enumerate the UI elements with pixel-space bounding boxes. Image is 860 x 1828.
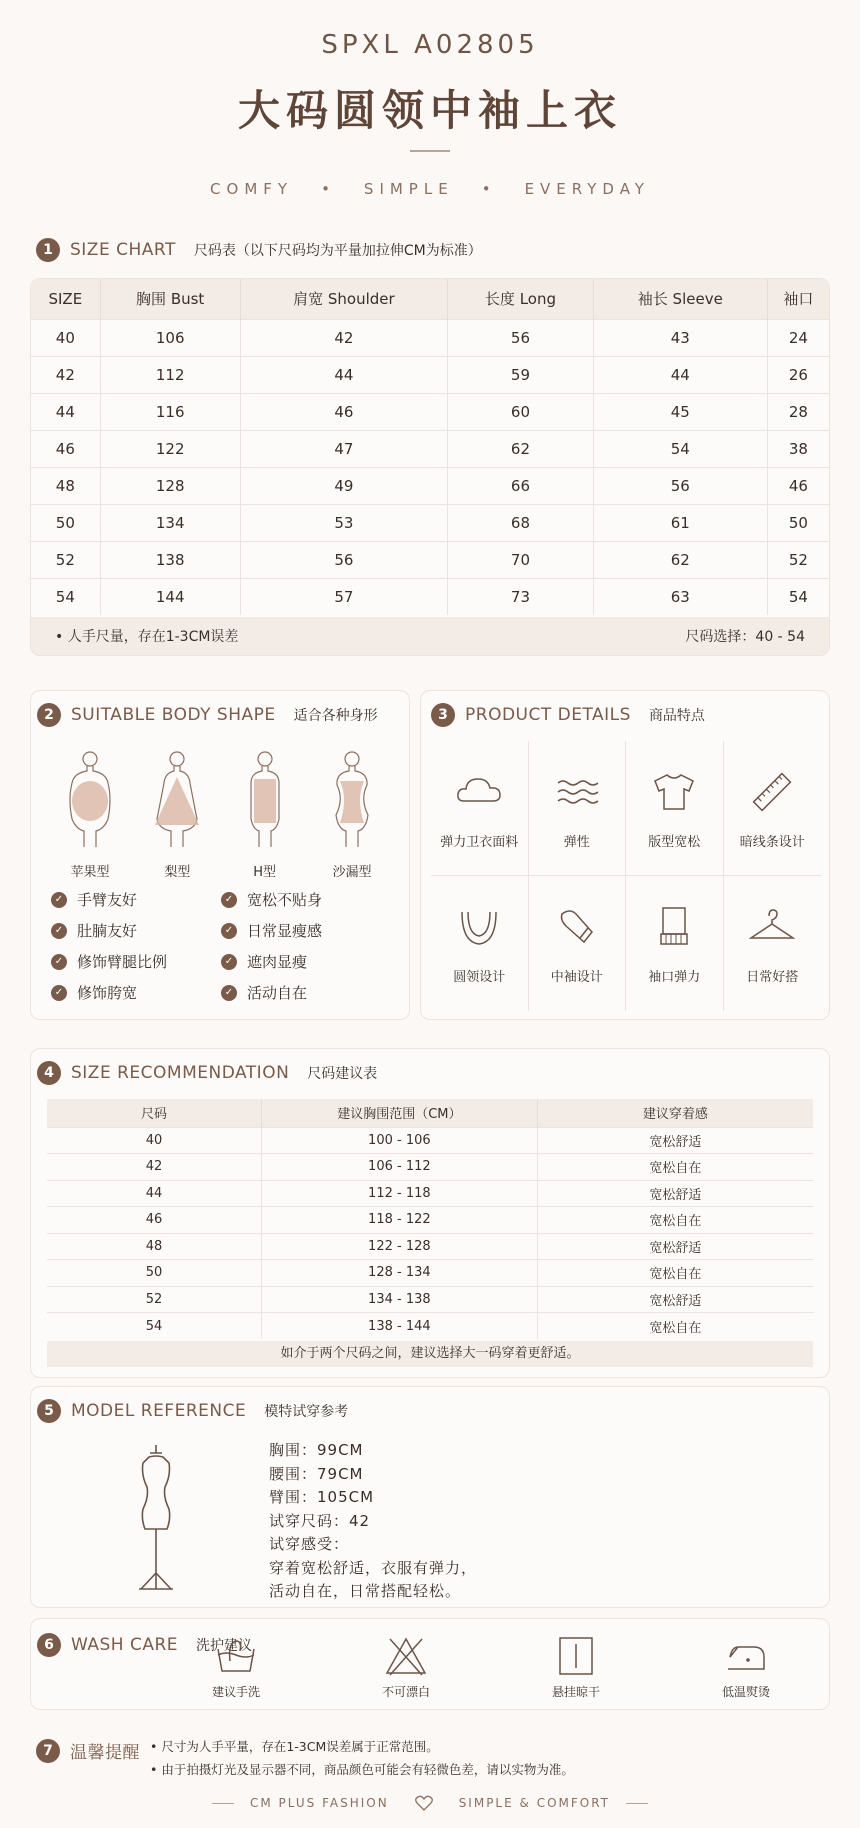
apple-body-icon [60, 749, 120, 849]
size-chart-table [30, 278, 830, 656]
table-cell: 73 [448, 578, 594, 615]
table-cell: 46 [767, 467, 829, 504]
benefit-label: 遮肉显瘦 [247, 953, 308, 971]
section-number: 5 [37, 1399, 61, 1423]
recommendation-table [47, 1099, 813, 1339]
benefit-item [51, 889, 221, 910]
footer-brand: CM PLUS FASHION [249, 1796, 389, 1810]
size-range: 尺码选择：40 - 54 [685, 629, 805, 645]
table-cell: 128 [100, 467, 240, 504]
section-title-en: MODEL REFERENCE [71, 1401, 247, 1421]
table-cell: 40 [47, 1127, 261, 1154]
footer-divider [626, 1803, 648, 1804]
wash-item [691, 1635, 801, 1700]
table-cell: 128 - 134 [261, 1260, 537, 1287]
table-header-row [31, 279, 829, 319]
table-cell: 60 [448, 393, 594, 430]
table-row [31, 504, 829, 541]
wash-label: 不可漂白 [381, 1685, 430, 1699]
table-cell: 50 [31, 504, 100, 541]
wash-item [181, 1635, 291, 1700]
tagline [0, 180, 860, 198]
section-title-cn: 适合各种身形 [293, 708, 378, 724]
column-header: 建议胸围范围（CM） [261, 1099, 537, 1127]
section-title-en: SUITABLE BODY SHAPE [71, 705, 276, 725]
figure-label: H型 [253, 865, 277, 880]
tagline-simple: SIMPLE [363, 180, 454, 198]
model-line: 胸围：99CM [269, 1441, 364, 1459]
section-title-cn: 商品特点 [648, 708, 705, 724]
no-bleach-icon [384, 1635, 428, 1677]
column-header: 袖长 Sleeve [593, 279, 767, 319]
table-cell: 116 [100, 393, 240, 430]
measure-note: • 人手尺量，存在1-3CM误差 [55, 629, 239, 645]
check-icon: ✓ [221, 954, 237, 970]
column-header: 尺码 [47, 1099, 261, 1127]
table-cell: 46 [240, 393, 447, 430]
benefit-item [221, 982, 391, 1003]
product-sku: SPXL A02805 [321, 30, 539, 60]
table-cell: 宽松自在 [537, 1260, 813, 1287]
detail-label: 中袖设计 [550, 970, 603, 985]
model-line: 腰围：79CM [269, 1464, 364, 1483]
table-cell: 宽松自在 [537, 1154, 813, 1181]
size-chart-heading [36, 238, 482, 262]
figure-hourglass [313, 749, 391, 880]
details-grid [431, 741, 821, 1011]
collar-icon [454, 902, 504, 952]
table-cell: 138 [100, 541, 240, 578]
detail-label: 弹性 [563, 834, 590, 850]
table-cell: 112 - 118 [261, 1180, 537, 1207]
model-heading [37, 1399, 348, 1423]
table-cell: 68 [448, 504, 594, 541]
table-cell: 46 [31, 430, 100, 467]
benefit-item [51, 982, 221, 1003]
table-cell: 44 [31, 393, 100, 430]
tagline-dot: • [321, 180, 336, 198]
table-cell: 54 [767, 578, 829, 615]
table-cell: 54 [31, 578, 100, 615]
table-row [31, 393, 829, 430]
recommendation-heading [37, 1061, 377, 1085]
wash-label: 低温熨烫 [721, 1685, 770, 1699]
table-cell: 48 [47, 1233, 261, 1260]
table-cell: 56 [448, 319, 594, 356]
table-cell: 134 - 138 [261, 1286, 537, 1313]
table-cell: 宽松舒适 [537, 1233, 813, 1260]
detail-label: 暗线条设计 [739, 834, 805, 850]
title-divider [410, 150, 450, 152]
table-cell: 57 [240, 578, 447, 615]
check-icon: ✓ [51, 954, 67, 970]
table-cell: 138 - 144 [261, 1313, 537, 1340]
h-body-icon [235, 749, 295, 849]
table-cell: 49 [240, 467, 447, 504]
table-cell: 宽松自在 [537, 1313, 813, 1340]
detail-item [724, 876, 822, 1011]
wash-label: 悬挂晾干 [551, 1685, 600, 1699]
benefit-item [51, 951, 221, 972]
column-header: 肩宽 Shoulder [240, 279, 447, 319]
pear-body-icon [147, 749, 207, 849]
benefit-list [51, 889, 391, 1003]
hourglass-body-icon [322, 749, 382, 849]
table-cell: 26 [767, 356, 829, 393]
cuff-icon [649, 902, 699, 952]
figure-label: 沙漏型 [332, 865, 372, 880]
table-cell: 56 [593, 467, 767, 504]
figure-apple [51, 749, 129, 880]
table-cell: 52 [31, 541, 100, 578]
check-icon: ✓ [51, 892, 67, 908]
benefit-item [221, 920, 391, 941]
table-cell: 宽松舒适 [537, 1127, 813, 1154]
check-icon: ✓ [51, 985, 67, 1001]
benefit-item [51, 920, 221, 941]
ruler-icon [747, 767, 797, 817]
section-title-cn: 模特试穿参考 [264, 1404, 349, 1420]
column-header: 长度 Long [448, 279, 594, 319]
detail-label: 袖口弹力 [648, 970, 701, 985]
table-row [47, 1286, 813, 1313]
section-number: 3 [431, 703, 455, 727]
table-row [47, 1180, 813, 1207]
tip-line: • 由于拍摄灯光及显示器不同，商品颜色可能会有轻微色差，请以实物为准。 [150, 1762, 574, 1777]
benefit-item [221, 889, 391, 910]
table-cell: 63 [593, 578, 767, 615]
footer-divider [212, 1803, 234, 1804]
tip-line: • 尺寸为人手平量，存在1-3CM误差属于正常范围。 [150, 1739, 439, 1754]
tagline-everyday: EVERYDAY [524, 180, 650, 198]
detail-item [529, 876, 627, 1011]
table-cell: 54 [593, 430, 767, 467]
footer [0, 1795, 860, 1811]
table-cell: 42 [31, 356, 100, 393]
benefit-item [221, 951, 391, 972]
wave-icon [552, 767, 602, 817]
table-row [47, 1207, 813, 1234]
table-cell: 106 [100, 319, 240, 356]
tagline-comfy: COMFY [210, 180, 294, 198]
benefit-label: 手臂友好 [77, 891, 138, 909]
size-chart-footer [31, 617, 829, 655]
table-cell: 宽松舒适 [537, 1286, 813, 1313]
table-cell: 44 [593, 356, 767, 393]
table-row [31, 467, 829, 504]
footer-slogan: SIMPLE & COMFORT [458, 1796, 611, 1810]
benefit-label: 修饰臂腿比例 [77, 953, 168, 971]
table-cell: 42 [240, 319, 447, 356]
table-cell: 66 [448, 467, 594, 504]
table-cell: 122 [100, 430, 240, 467]
table-cell: 100 - 106 [261, 1127, 537, 1154]
wash-items [181, 1635, 801, 1700]
detail-label: 日常好搭 [746, 970, 799, 985]
model-reference-card [30, 1386, 830, 1608]
cloud-icon [454, 767, 504, 817]
table-cell: 144 [100, 578, 240, 615]
table-row [47, 1313, 813, 1340]
section-number: 6 [37, 1633, 61, 1657]
benefit-label: 活动自在 [247, 984, 308, 1002]
table-row [31, 430, 829, 467]
table-cell: 122 - 128 [261, 1233, 537, 1260]
table-cell: 61 [593, 504, 767, 541]
table-cell: 59 [448, 356, 594, 393]
table-row [31, 541, 829, 578]
table-cell: 28 [767, 393, 829, 430]
heart-icon [415, 1795, 433, 1811]
model-measurements [269, 1439, 477, 1604]
table-cell: 50 [767, 504, 829, 541]
detail-item [431, 741, 529, 876]
table-row [47, 1260, 813, 1287]
section-title-en: WASH CARE [71, 1635, 179, 1655]
wash-item [521, 1635, 631, 1700]
body-shape-card [30, 690, 410, 1020]
table-cell: 40 [31, 319, 100, 356]
hanger-icon [747, 902, 797, 952]
dress-form-icon [121, 1443, 191, 1593]
table-cell: 43 [593, 319, 767, 356]
check-icon: ✓ [221, 923, 237, 939]
recommendation-note: 如介于两个尺码之间，建议选择大一码穿着更舒适。 [47, 1341, 813, 1367]
product-details-card [420, 690, 830, 1020]
section-title: 温馨提醒 [70, 1743, 140, 1763]
table-row [31, 578, 829, 615]
table-cell: 38 [767, 430, 829, 467]
table-cell: 62 [593, 541, 767, 578]
detail-label: 版型宽松 [648, 834, 701, 850]
detail-item [724, 741, 822, 876]
detail-item [626, 876, 724, 1011]
table-row [31, 319, 829, 356]
benefit-label: 修饰胯宽 [77, 984, 138, 1002]
table-cell: 宽松舒适 [537, 1180, 813, 1207]
table-cell: 42 [47, 1154, 261, 1181]
table-cell: 70 [448, 541, 594, 578]
wash-item [351, 1635, 461, 1700]
model-line: 穿着宽松舒适，衣服有弹力， [269, 1558, 478, 1577]
table-header-row [47, 1099, 813, 1127]
table-cell: 52 [767, 541, 829, 578]
column-header: 袖口 [767, 279, 829, 319]
detail-item [529, 741, 627, 876]
model-line: 臂围：105CM [269, 1488, 375, 1506]
tips-heading [36, 1738, 158, 1763]
section-title-cn: 洗护建议 [196, 1638, 253, 1654]
table-cell: 54 [47, 1313, 261, 1340]
table-cell: 47 [240, 430, 447, 467]
section-title-en: SIZE CHART [70, 240, 176, 260]
section-title-en: PRODUCT DETAILS [465, 705, 631, 725]
table-cell: 46 [47, 1207, 261, 1234]
column-header: 建议穿着感 [537, 1099, 813, 1127]
size-recommendation-card [30, 1048, 830, 1378]
product-title: 大码圆领中袖上衣 [237, 86, 622, 135]
table-cell: 134 [100, 504, 240, 541]
wash-label: 建议手洗 [211, 1685, 260, 1699]
section-number: 2 [37, 703, 61, 727]
section-number: 4 [37, 1061, 61, 1085]
benefit-label: 日常显瘦感 [247, 922, 323, 940]
check-icon: ✓ [221, 892, 237, 908]
handwash-icon [214, 1635, 258, 1677]
section-title-cn: 尺码表（以下尺码均为平量加拉伸CM为标准） [193, 243, 482, 259]
column-header: SIZE [31, 279, 100, 319]
table-cell: 50 [47, 1260, 261, 1287]
model-line: 试穿感受： [269, 1535, 350, 1553]
product-details-heading [431, 703, 705, 727]
tips-list [150, 1735, 574, 1781]
section-title-en: SIZE RECOMMENDATION [71, 1063, 290, 1083]
wash-care-card [30, 1618, 830, 1710]
check-icon: ✓ [51, 923, 67, 939]
body-figures [51, 749, 391, 880]
table-cell: 106 - 112 [261, 1154, 537, 1181]
tshirt-icon [649, 767, 699, 817]
table-cell: 112 [100, 356, 240, 393]
table-cell: 45 [593, 393, 767, 430]
model-line: 活动自在，日常搭配轻松。 [269, 1582, 462, 1600]
figure-pear [138, 749, 216, 880]
table-cell: 宽松自在 [537, 1207, 813, 1234]
table-cell: 44 [240, 356, 447, 393]
detail-label: 弹力卫衣面料 [440, 834, 519, 850]
table-cell: 118 - 122 [261, 1207, 537, 1234]
body-shape-heading [37, 703, 378, 727]
figure-h [226, 749, 304, 880]
hang-dry-icon [554, 1635, 598, 1677]
table-cell: 44 [47, 1180, 261, 1207]
sleeve-icon [552, 902, 602, 952]
table-cell: 53 [240, 504, 447, 541]
iron-icon [724, 1635, 768, 1677]
table-row [47, 1154, 813, 1181]
figure-label: 苹果型 [70, 865, 110, 880]
table-row [31, 356, 829, 393]
section-number: 7 [36, 1739, 60, 1763]
detail-item [431, 876, 529, 1011]
column-header: 胸围 Bust [100, 279, 240, 319]
model-line: 试穿尺码：42 [269, 1511, 371, 1530]
section-title-cn: 尺码建议表 [307, 1066, 378, 1082]
detail-item [626, 741, 724, 876]
table-cell: 56 [240, 541, 447, 578]
table-cell: 48 [31, 467, 100, 504]
table-row [47, 1127, 813, 1154]
table-cell: 24 [767, 319, 829, 356]
benefit-label: 宽松不贴身 [247, 891, 323, 909]
tagline-dot: • [481, 180, 497, 198]
table-cell: 52 [47, 1286, 261, 1313]
table-cell: 62 [448, 430, 594, 467]
check-icon: ✓ [221, 985, 237, 1001]
figure-label: 梨型 [164, 865, 191, 880]
section-number: 1 [36, 238, 60, 262]
benefit-label: 肚腩友好 [77, 922, 138, 940]
table-row [47, 1233, 813, 1260]
detail-label: 圆领设计 [453, 970, 506, 985]
